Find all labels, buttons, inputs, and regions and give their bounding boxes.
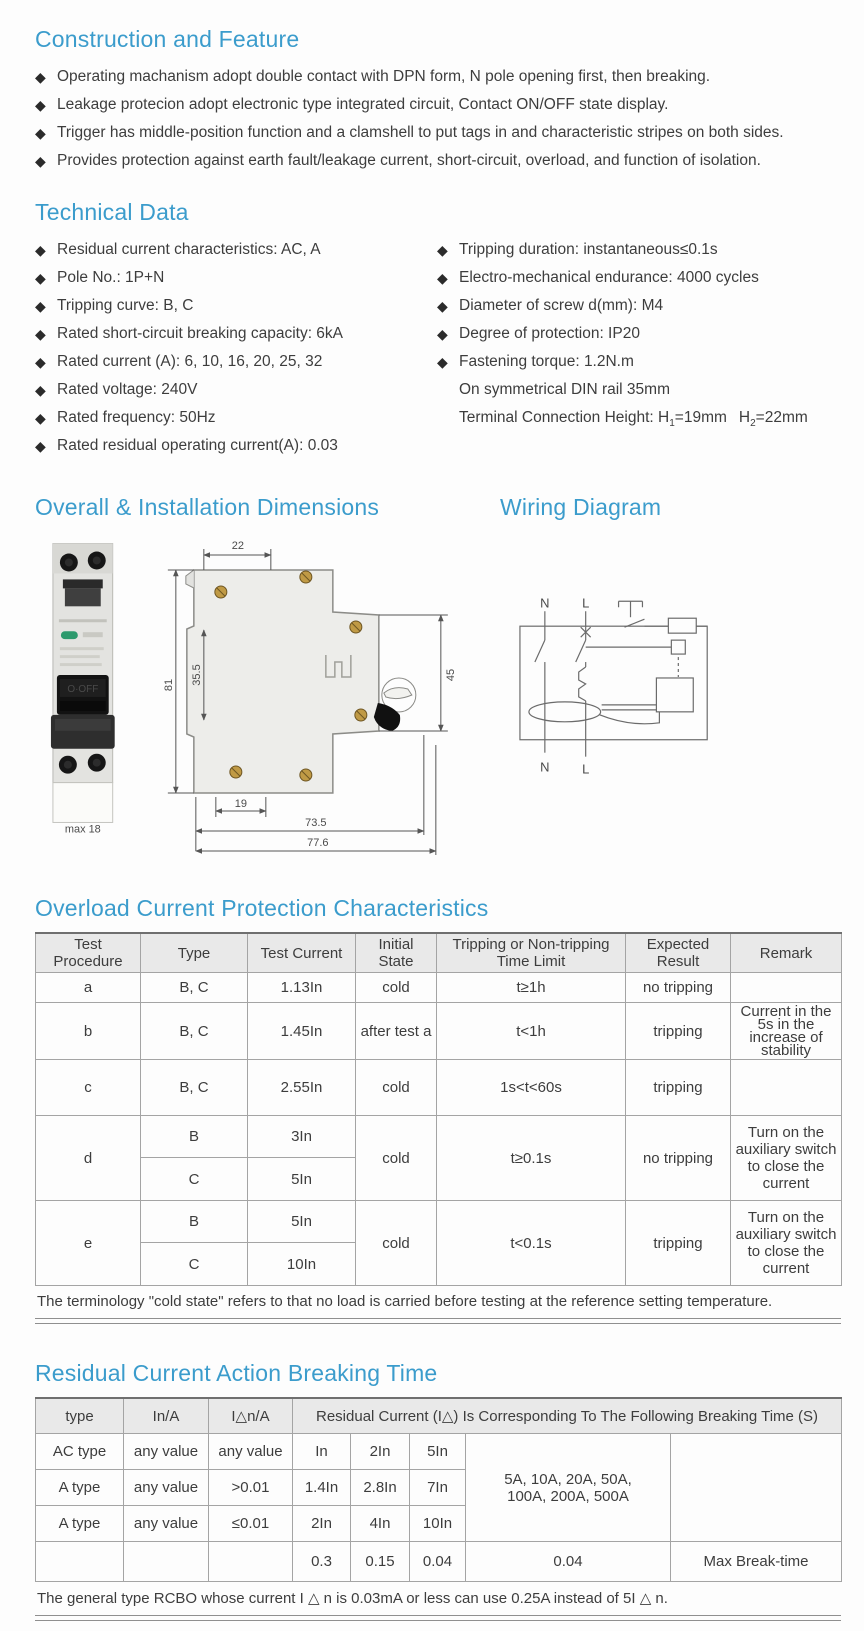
table-row <box>36 1434 842 1470</box>
cell: 4In <box>351 1506 410 1542</box>
table-row <box>36 1003 842 1060</box>
spec-text: Fastening torque: 1.2N.m <box>459 353 634 370</box>
col-header: Type <box>141 933 248 973</box>
divider <box>35 1615 841 1621</box>
cell: any value <box>124 1434 209 1470</box>
table-header-row <box>36 933 842 973</box>
amperage-line: 100A, 200A, 500A <box>507 1487 629 1505</box>
list-item <box>35 119 836 147</box>
list-item <box>35 432 437 460</box>
col-header: Remark <box>731 933 842 973</box>
cell: 1.45In <box>248 1003 356 1060</box>
cell: d <box>36 1116 141 1201</box>
cell: C <box>141 1158 248 1201</box>
diamond-bullet-icon <box>35 63 46 91</box>
diamond-bullet-icon <box>35 91 46 119</box>
cell: tripping <box>626 1003 731 1060</box>
cell: 0.04 <box>410 1542 466 1582</box>
din-rail-note: On symmetrical DIN rail 35mm <box>459 381 670 398</box>
bullet-text: Leakage protecion adopt electronic type integrated circuit, Contact ON/OFF state display. <box>57 96 669 113</box>
technical-right-column <box>437 236 836 460</box>
list-item <box>35 404 437 432</box>
spec-text: Rated frequency: 50Hz <box>57 409 216 426</box>
cell: cold <box>356 1060 437 1116</box>
terminal-text: =22mm <box>755 409 808 426</box>
cell: 2In <box>351 1434 410 1470</box>
diamond-bullet-icon <box>437 320 448 348</box>
section-title-residual: Residual Current Action Breaking Time <box>35 1360 438 1386</box>
technical-right-list <box>437 236 836 376</box>
overload-table <box>35 932 842 1286</box>
cell <box>731 1060 842 1116</box>
cell: Turn on the auxiliary switch to close the current <box>731 1116 842 1201</box>
diamond-bullet-icon <box>35 320 46 348</box>
cell: B <box>141 1201 248 1243</box>
toroid-coil <box>529 702 601 722</box>
cell: 1s<t<60s <box>437 1060 626 1116</box>
table-row <box>36 973 842 1003</box>
cell: c <box>36 1060 141 1116</box>
cell: Max Break-time <box>671 1542 842 1582</box>
green-indicator <box>61 631 78 639</box>
list-item <box>35 292 437 320</box>
cell: B, C <box>141 1060 248 1116</box>
list-item <box>35 264 437 292</box>
section-title-wiring: Wiring Diagram <box>500 494 662 520</box>
list-item <box>35 236 437 264</box>
list-item <box>35 376 437 404</box>
cell: tripping <box>626 1060 731 1116</box>
terminal-text: H <box>738 409 751 426</box>
diamond-bullet-icon <box>437 348 448 376</box>
spec-text: Residual current characteristics: AC, A <box>57 241 321 258</box>
wire-label-n-top: N <box>540 595 550 611</box>
diamond-bullet-icon <box>35 432 46 460</box>
residual-table <box>35 1397 842 1582</box>
cell: e <box>36 1201 141 1286</box>
terminal-text: =19mm <box>674 409 727 426</box>
wiring-diagram <box>507 565 836 780</box>
cell: 1.13In <box>248 973 356 1003</box>
table-header-row <box>36 1398 842 1434</box>
electronic-module <box>657 678 694 712</box>
cell: Turn on the auxiliary switch to close the current <box>731 1201 842 1286</box>
cell: 10In <box>248 1243 356 1286</box>
subscript: 1 <box>669 418 675 430</box>
cell <box>36 1542 124 1582</box>
cell: A type <box>36 1506 124 1542</box>
cell: b <box>36 1003 141 1060</box>
breaker-body <box>51 544 115 823</box>
section-title-technical: Technical Data <box>35 199 189 225</box>
dim-label: 45 <box>444 668 457 682</box>
cell-merged-amperages <box>466 1434 671 1542</box>
col-header: type <box>36 1398 124 1434</box>
drawings-row <box>35 535 836 865</box>
spec-text: Diameter of screw d(mm): M4 <box>459 297 664 314</box>
spec-text: Rated voltage: 240V <box>57 381 198 398</box>
terminal-text: Terminal Connection Height: H <box>459 409 670 426</box>
cell: 0.3 <box>293 1542 351 1582</box>
diamond-bullet-icon <box>35 404 46 432</box>
terminal-height-note <box>437 404 836 438</box>
cell: cold <box>356 1201 437 1286</box>
cell: cold <box>356 973 437 1003</box>
cell: C <box>141 1243 248 1286</box>
cell: AC type <box>36 1434 124 1470</box>
col-header: Tripping or Non-tripping Time Limit <box>437 933 626 973</box>
cell: B, C <box>141 973 248 1003</box>
breaker-side-profile <box>185 570 415 793</box>
diamond-bullet-icon <box>437 292 448 320</box>
cell: 2.55In <box>248 1060 356 1116</box>
bullet-text: Operating machanism adopt double contact with DPN form, N pole opening first, then breaking. <box>57 68 711 85</box>
residual-section <box>35 1360 836 1621</box>
cell: 5In <box>410 1434 466 1470</box>
diamond-bullet-icon <box>35 236 46 264</box>
cell: tripping <box>626 1201 731 1286</box>
diamond-bullet-icon <box>437 264 448 292</box>
list-item <box>437 348 836 376</box>
spec-text: Tripping duration: instantaneous≤0.1s <box>459 241 718 258</box>
dimension-drawing <box>149 535 478 865</box>
list-item <box>35 320 437 348</box>
diamond-bullet-icon <box>35 348 46 376</box>
cell <box>671 1434 842 1542</box>
col-header: Test Procedure <box>36 933 141 973</box>
list-item <box>437 264 836 292</box>
cell: >0.01 <box>209 1470 293 1506</box>
wire-label-n-bottom: N <box>540 759 550 775</box>
drawings-heading-row <box>35 494 836 531</box>
cell: B, C <box>141 1003 248 1060</box>
bullet-text: Trigger has middle-position function and a clamshell to put tags in and characteristic stripes on both sides. <box>57 124 784 141</box>
dim-label: 35.5 <box>190 664 203 686</box>
cell <box>209 1542 293 1582</box>
dim-label: max 18 <box>64 823 101 835</box>
diamond-bullet-icon <box>35 376 46 404</box>
cell: 5In <box>248 1201 356 1243</box>
bullet-text: Provides protection against earth fault/leakage current, short-circuit, overload, and function of isolation. <box>57 152 761 169</box>
cell <box>124 1542 209 1582</box>
list-item <box>35 91 836 119</box>
table-row <box>36 1116 842 1158</box>
section-title-overload: Overload Current Protection Characteristics <box>35 895 489 921</box>
din-clip <box>373 678 415 731</box>
subscript: 2 <box>750 418 756 430</box>
cell: no tripping <box>626 973 731 1003</box>
cell: t≥1h <box>437 973 626 1003</box>
cell: 1.4In <box>293 1470 351 1506</box>
cell: 3In <box>248 1116 356 1158</box>
cell: B <box>141 1116 248 1158</box>
cell: In <box>293 1434 351 1470</box>
cell: any value <box>124 1470 209 1506</box>
dim-label: 77.6 <box>306 837 329 849</box>
residual-footnote: The general type RCBO whose current I △ n is 0.03mA or less can use 0.25A instead of 5I △ n. <box>37 1590 668 1607</box>
cell: 2.8In <box>351 1470 410 1506</box>
spec-text: Degree of protection: IP20 <box>459 325 640 342</box>
spec-text: Electro-mechanical endurance: 4000 cycles <box>459 269 759 286</box>
diamond-bullet-icon <box>35 292 46 320</box>
cell <box>731 973 842 1003</box>
section-title-construction: Construction and Feature <box>35 26 300 52</box>
cell: no tripping <box>626 1116 731 1201</box>
col-header: Expected Result <box>626 933 731 973</box>
cell: cold <box>356 1116 437 1201</box>
spec-text: Rated short-circuit breaking capacity: 6kA <box>57 325 344 342</box>
spec-text: Rated residual operating current(A): 0.03 <box>57 437 338 454</box>
cell: 2In <box>293 1506 351 1542</box>
toggle-switch <box>57 675 109 715</box>
col-header: In/A <box>124 1398 209 1434</box>
dim-label: 22 <box>231 540 244 552</box>
diamond-bullet-icon <box>437 236 448 264</box>
spec-text: Tripping curve: B, C <box>57 297 194 314</box>
toggle-label: O·OFF <box>67 683 99 695</box>
dim-label: 19 <box>234 798 247 810</box>
spec-text: Rated current (A): 6, 10, 16, 20, 25, 32 <box>57 353 323 370</box>
dim-label: 73.5 <box>304 817 327 829</box>
cell: 10In <box>410 1506 466 1542</box>
dim-label: 81 <box>162 678 175 692</box>
col-header: Initial State <box>356 933 437 973</box>
table-row <box>36 1201 842 1243</box>
diamond-bullet-icon <box>35 147 46 175</box>
overload-section <box>35 895 836 1324</box>
diamond-bullet-icon <box>35 119 46 147</box>
cell: ≤0.01 <box>209 1506 293 1542</box>
max-width-dimension <box>65 823 101 835</box>
technical-data-columns <box>35 236 836 460</box>
cell: 0.04 <box>466 1542 671 1582</box>
divider <box>35 1318 841 1324</box>
list-item <box>35 63 836 91</box>
cell: 5In <box>248 1158 356 1201</box>
col-header-span: Residual Current (I△) Is Corresponding To The Following Breaking Time (S) <box>293 1398 842 1434</box>
wire-label-l-top: L <box>582 595 590 611</box>
overload-footnote: The terminology "cold state" refers to that no load is carried before testing at the reference setting temperature. <box>37 1293 773 1310</box>
cell: any value <box>124 1506 209 1542</box>
cell: t<0.1s <box>437 1201 626 1286</box>
section-title-dimensions: Overall & Installation Dimensions <box>35 494 380 520</box>
cell: after test a <box>356 1003 437 1060</box>
cell: Current in the 5s in the increase of stability <box>731 1003 842 1060</box>
technical-left-list <box>35 236 437 460</box>
col-header: I△n/A <box>209 1398 293 1434</box>
list-item <box>437 292 836 320</box>
cell: t<1h <box>437 1003 626 1060</box>
cell: 7In <box>410 1470 466 1506</box>
cell: t≥0.1s <box>437 1116 626 1201</box>
cell: a <box>36 973 141 1003</box>
construction-bullet-list <box>35 63 836 175</box>
table-row <box>36 1542 842 1582</box>
col-header: Test Current <box>248 933 356 973</box>
diamond-bullet-icon <box>35 264 46 292</box>
list-item <box>35 348 437 376</box>
cell: A type <box>36 1470 124 1506</box>
table-row <box>36 1060 842 1116</box>
list-item <box>437 320 836 348</box>
amperage-line: 5A, 10A, 20A, 50A, <box>504 1470 632 1488</box>
wire-label-l-bottom: L <box>582 761 590 777</box>
list-item <box>437 236 836 264</box>
cell: any value <box>209 1434 293 1470</box>
spec-text: Pole No.: 1P+N <box>57 269 165 286</box>
breaker-front-photo <box>35 535 131 835</box>
list-item <box>35 147 836 175</box>
cell: 0.15 <box>351 1542 410 1582</box>
